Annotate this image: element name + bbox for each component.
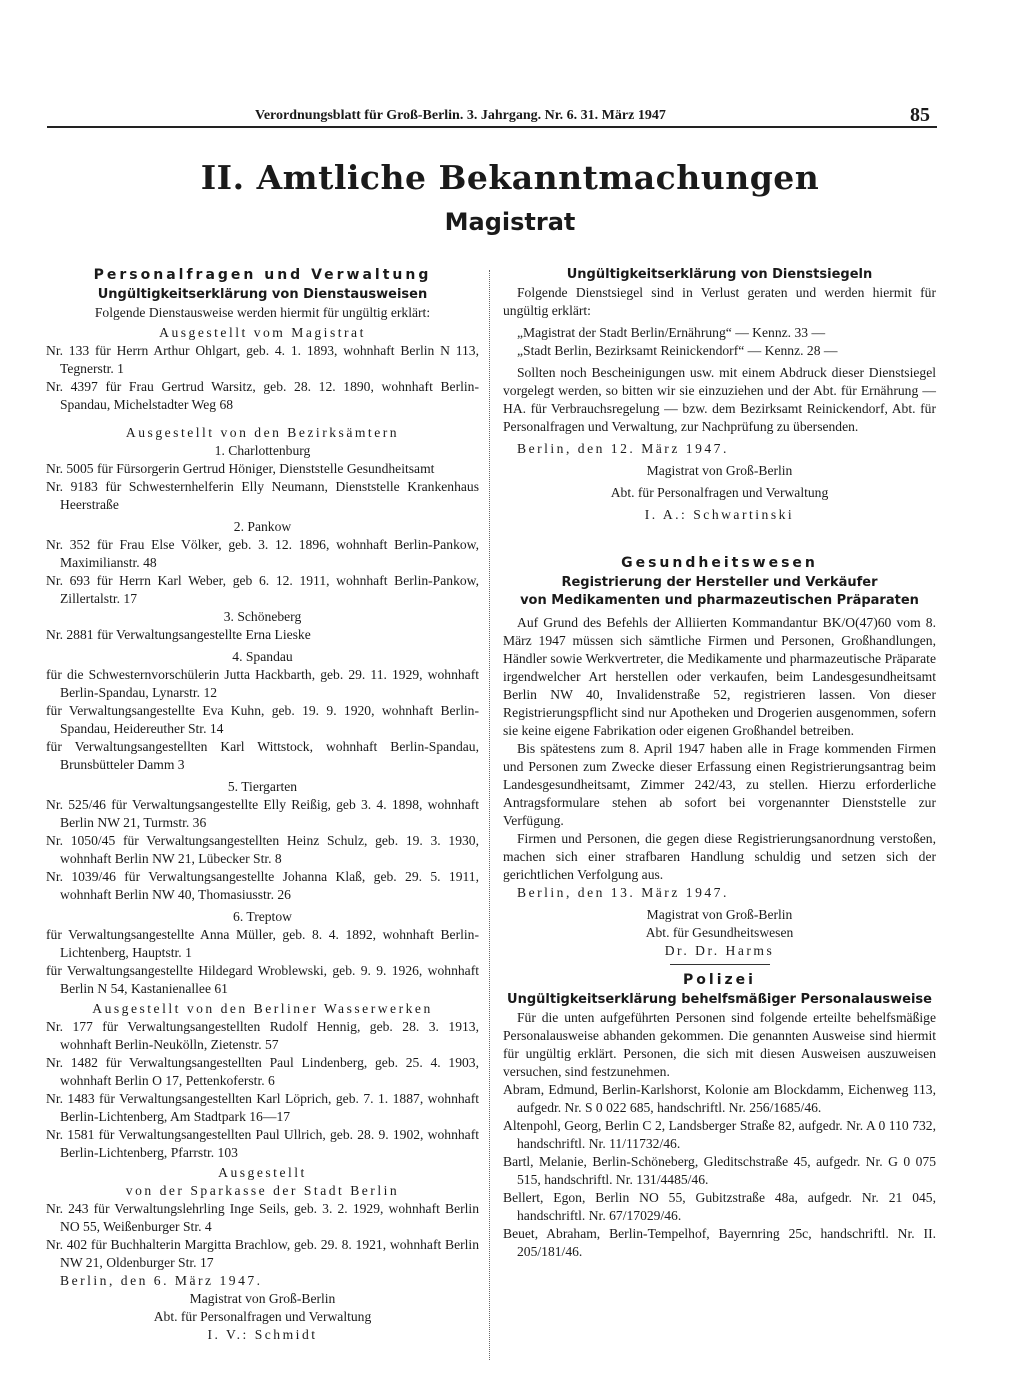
list-item: Altenpohl, Georg, Berlin C 2, Landsberger Straße 82, aufgedr. Nr. A 0 110 732, handschriftl. Nr. 11/11732/46. (503, 1118, 936, 1151)
left-column (46, 266, 479, 1344)
list-item: Nr. 525/46 für Verwaltungsangestellte Elly Reißig, geb 3. 4. 1898, wohnhaft Berlin NW 21, Turmstr. 36 (46, 797, 479, 830)
issuer-label-wasserwerke: Ausgestellt von den Berliner Wasserwerken (92, 1001, 433, 1016)
list-item: Nr. 9183 für Schwesternhelferin Elly Neumann, Dienststelle Krankenhaus Heerstraße (46, 479, 479, 512)
list-item: für Verwaltungsangestellten Karl Wittstock, wohnhaft Berlin-Spandau, Brunsbütteler Damm 3 (46, 739, 479, 772)
signature-name: I. A.: Schwartinski (644, 507, 795, 522)
district-label: 2. Pankow (233, 519, 292, 534)
issuer-label-bezirke: Ausgestellt von den Bezirksämtern (125, 425, 400, 440)
list-item: Nr. 2881 für Verwaltungsangestellte Erna Lieske (46, 627, 311, 642)
issuer-label-magistrat: Ausgestellt vom Magistrat (159, 325, 366, 340)
notice-heading-registrierung-line2: von Medikamenten und pharmazeutischen Präparaten (520, 593, 919, 608)
district-label: 6. Treptow (233, 909, 292, 924)
list-item: „Stadt Berlin, Bezirksamt Reinickendorf“ — Kennz. 28 — (517, 343, 838, 358)
dateline: Berlin, den 6. März 1947. (60, 1273, 263, 1288)
list-item: Nr. 177 für Verwaltungsangestellten Rudolf Hennig, geb. 28. 3. 1913, wohnhaft Berlin-Neukölln, Zietenstr. 57 (46, 1019, 479, 1052)
issuer-label-sparkasse: Ausgestellt (218, 1165, 307, 1180)
list-item: Bartl, Melanie, Berlin-Schöneberg, Gleditschstraße 45, aufgedr. Nr. G 0 075 515, handschriftl. Nr. 131/4485/46. (503, 1154, 936, 1187)
list-item: für die Schwesternvorschülerin Jutta Hackbarth, geb. 29. 11. 1929, wohnhaft Berlin-Spandau, Lynarstr. 12 (46, 667, 479, 700)
list-item: für Verwaltungsangestellte Anna Müller, geb. 8. 4. 1892, wohnhaft Berlin-Lichtenberg, Hauptstr. 1 (46, 927, 479, 960)
list-item: Nr. 1050/45 für Verwaltungsangestellten Heinz Schulz, geb. 19. 3. 1930, wohnhaft Berlin NW 21, Lübecker Str. 8 (46, 833, 479, 866)
signature-line: Abt. für Gesundheitswesen (645, 925, 794, 940)
section-title-polizei: Polizei (683, 972, 756, 988)
list-item: Nr. 402 für Buchhalterin Margitta Brachlow, geb. 29. 8. 1921, wohnhaft Berlin NW 21, Oldenburger Str. 17 (46, 1237, 479, 1270)
dateline: Berlin, den 13. März 1947. (517, 885, 729, 900)
notice-heading-personalausweise: Ungültigkeitserklärung behelfsmäßiger Personalausweise (507, 992, 932, 1007)
list-item: Abram, Edmund, Berlin-Karlshorst, Kolonie am Blockdamm, Eichenweg 113, aufgedr. Nr. S 0 022 685, handschriftl. Nr. 256/1685/46. (503, 1082, 936, 1115)
notice-body: Firmen und Personen, die gegen diese Registrierungsanordnung verstoßen, machen sich einer strafbaren Handlung schuldig und setzen sich der gerichtlichen Verfolgung aus. (503, 831, 936, 882)
page-title: II. Amtliche Bekanntmachungen (200, 158, 820, 197)
list-item: Nr. 1482 für Verwaltungsangestellten Paul Lindenberg, geb. 25. 4. 1903, wohnhaft Berlin O 17, Pettenkoferstr. 6 (46, 1055, 479, 1088)
section-title-personal: Personalfragen und Verwaltung (93, 267, 432, 283)
district-label: 3. Schöneberg (223, 609, 302, 624)
column-divider (489, 270, 490, 1360)
notice-intro: Folgende Dienstsiegel sind in Verlust geraten und werden hiermit für ungültig erklärt: (503, 285, 936, 318)
signature-line: Abt. für Personalfragen und Verwaltung (610, 485, 829, 500)
list-item: für Verwaltungsangestellte Hildegard Wroblewski, geb. 9. 9. 1926, wohnhaft Berlin N 54, Kastanienallee 61 (46, 963, 479, 996)
notice-heading-dienstsiegel: Ungültigkeitserklärung von Dienstsiegeln (566, 267, 873, 282)
signature-line: Magistrat von Groß-Berlin (189, 1291, 336, 1306)
district-label: 5. Tiergarten (227, 779, 298, 794)
running-head: Verordnungsblatt für Groß-Berlin. 3. Jahrgang. Nr. 6. 31. März 1947 (255, 108, 666, 123)
issuer-label-sparkasse-line2: von der Sparkasse der Stadt Berlin (125, 1183, 400, 1198)
notice-body: Auf Grund des Befehls der Alliierten Kommandantur BK/O(47)60 vom 8. März 1947 müssen sich sämtliche Firmen und Personen, Großhandlungen, Händler sowie Werkvertreter, die Medikamente und pharmazeutische Präparate irgendwelcher Art herstellen oder verkaufen, beim Landesgesundheitsamt Berlin NW 40, Invalidenstraße 52, registrieren lassen. Von dieser Registrierungspflicht sind nur Apotheken und Drogerien ausgenommen, sofern sie keine eigene Fabrikation oder eigenen Großhandel betreiben. (503, 615, 936, 738)
list-item: Nr. 133 für Herrn Arthur Ohlgart, geb. 4. 1. 1893, wohnhaft Berlin N 113, Tegnerstr. 1 (46, 343, 479, 376)
list-item: „Magistrat der Stadt Berlin/Ernährung“ — Kennz. 33 — (517, 325, 826, 340)
list-item: Bellert, Egon, Berlin NO 55, Gubitzstraße 48a, aufgedr. Nr. 21 045, handschriftl. Nr. 67/17029/46. (503, 1190, 936, 1223)
list-item: Nr. 5005 für Fürsorgerin Gertrud Höniger, Dienststelle Gesundheitsamt (46, 461, 435, 476)
notice-intro: Für die unten aufgeführten Personen sind folgende erteilte behelfsmäßige Personalausweise abhanden gekommen. Die genannten Ausweise sind hiermit für ungültig erklärt. Personen, die sich mit diesen Ausweisen auszuweisen versuchen, sind festzunehmen. (503, 1010, 936, 1079)
list-item: Nr. 4397 für Frau Gertrud Warsitz, geb. 28. 12. 1890, wohnhaft Berlin-Spandau, Michelstadter Weg 68 (46, 379, 479, 412)
list-item: Nr. 1039/46 für Verwaltungsangestellte Johanna Klaß, geb. 29. 5. 1911, wohnhaft Berlin NW 40, Thomasiusstr. 26 (46, 869, 479, 902)
page-number: 85 (910, 104, 930, 126)
list-item: Nr. 1581 für Verwaltungsangestellten Paul Ullrich, geb. 28. 9. 1902, wohnhaft Berlin-Lichtenberg, Pfarrstr. 103 (46, 1127, 479, 1160)
signature-line: Abt. für Personalfragen und Verwaltung (153, 1309, 372, 1324)
notice-body: Sollten noch Bescheinigungen usw. mit einem Abdruck dieser Dienstsiegel vorgelegt werden, so bitten wir sie einzuziehen und der Abt. für Ernährung — HA. für Verbrauchsregelung — bzw. dem Bezirksamt Reinickendorf, Abt. für Personalfragen und Verwaltung, zur Nachprüfung zu übersenden. (503, 365, 936, 434)
signature-name: I. V.: Schmidt (207, 1327, 318, 1342)
right-column (503, 266, 936, 1261)
list-item: Nr. 693 für Herrn Karl Weber, geb 6. 12. 1911, wohnhaft Berlin-Pankow, Zillertalstr. 17 (46, 573, 479, 606)
list-item: Nr. 1483 für Verwaltungsangestellten Karl Löprich, geb. 7. 1. 1887, wohnhaft Berlin-Lichtenberg, Am Stadtpark 16—17 (46, 1091, 479, 1124)
list-item: für Verwaltungsangestellte Eva Kuhn, geb. 19. 9. 1920, wohnhaft Berlin-Spandau, Heidereuther Str. 14 (46, 703, 479, 736)
notice-intro: Folgende Dienstausweise werden hiermit für ungültig erklärt: (94, 305, 431, 320)
signature-line: Magistrat von Groß-Berlin (646, 463, 793, 478)
page-subtitle: Magistrat (444, 208, 576, 236)
list-item: Beuet, Abraham, Berlin-Tempelhof, Bayernring 25c, handschriftl. Nr. II. 205/181/46. (503, 1226, 936, 1259)
notice-heading-registrierung: Registrierung der Hersteller und Verkäufer (561, 575, 878, 590)
signature-line: Magistrat von Groß-Berlin (646, 907, 793, 922)
notice-heading-dienstausweise: Ungültigkeitserklärung von Dienstausweisen (97, 287, 428, 302)
list-item: Nr. 243 für Verwaltungslehrling Inge Seils, geb. 3. 2. 1929, wohnhaft Berlin NO 55, Weißenburger Str. 4 (46, 1201, 479, 1234)
section-rule (670, 964, 770, 965)
dateline: Berlin, den 12. März 1947. (517, 441, 729, 456)
notice-body: Bis spätestens zum 8. April 1947 haben alle in Frage kommenden Firmen und Personen zum Zwecke dieser Erfassung einen Registrierungsantrag beim Landesgesundheitsamt, Zimmer 242/43, zu stellen. Hierzu erforderliche Antragsformulare stehen ab sofort bei vorgenannter Dienststelle zur Verfügung. (503, 741, 936, 828)
section-title-gesundheit: Gesundheitswesen (621, 555, 818, 571)
signature-name: Dr. Dr. Harms (664, 943, 775, 958)
district-label: 4. Spandau (232, 649, 293, 664)
list-item: Nr. 352 für Frau Else Völker, geb. 3. 12. 1896, wohnhaft Berlin-Pankow, Maximilianstr. 48 (46, 537, 479, 570)
header-rule (47, 126, 937, 128)
district-label: 1. Charlottenburg (214, 443, 311, 458)
